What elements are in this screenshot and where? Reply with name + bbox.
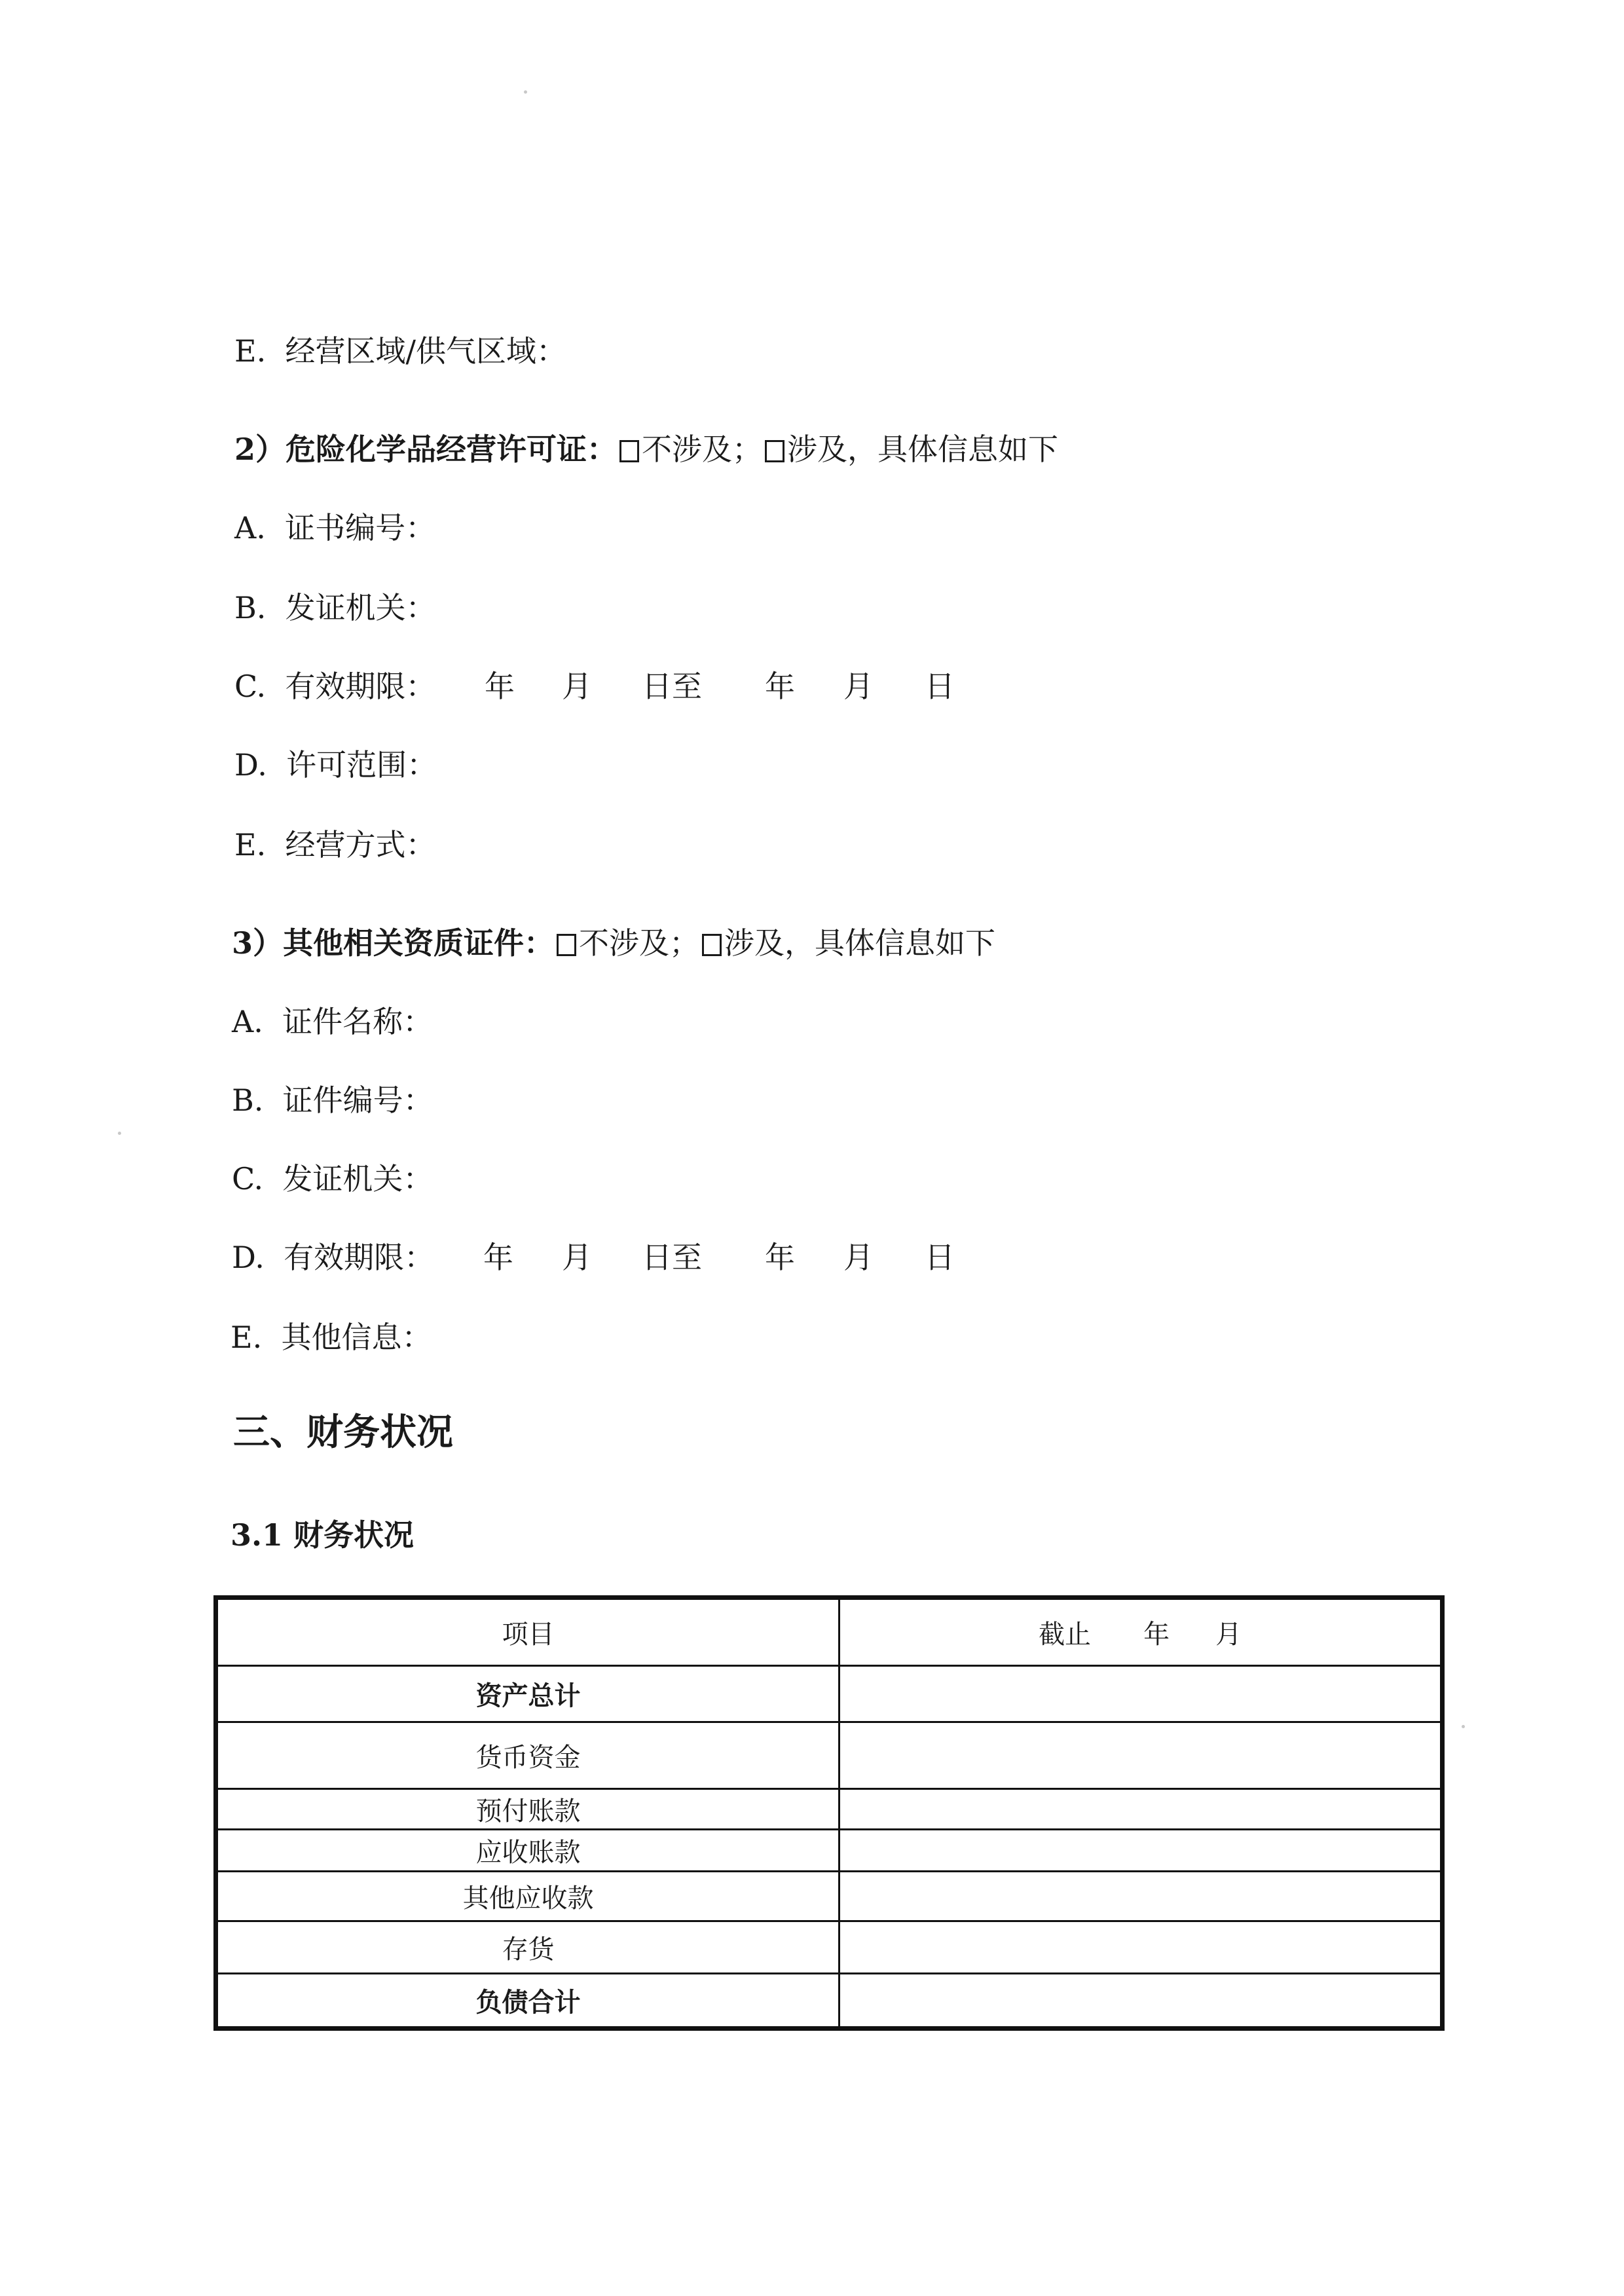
row-label: 预付账款 xyxy=(216,1789,840,1830)
date-year-end: 年 xyxy=(765,669,795,704)
other-date-day-to: 日至 xyxy=(642,1240,702,1275)
cert-name-label: A. 证件名称： xyxy=(232,1004,434,1039)
table-row xyxy=(216,1666,1443,1722)
value-cell[interactable] xyxy=(840,1722,1443,1789)
other-not-applicable-checkbox[interactable] xyxy=(557,934,576,956)
value-cell[interactable] xyxy=(840,1666,1443,1722)
table-row xyxy=(216,1921,1443,1974)
other-info-label: E. 其他信息： xyxy=(231,1320,432,1355)
other-date-month: 月 xyxy=(562,1240,592,1275)
other-date-year-end: 年 xyxy=(765,1240,795,1275)
scan-speck xyxy=(1462,1725,1465,1728)
other-date-month-end: 月 xyxy=(843,1240,874,1275)
section-title: 三、财务状况 xyxy=(233,1411,453,1454)
validity-period-row xyxy=(234,667,435,706)
validity-period-label: C. 有效期限： xyxy=(234,669,436,704)
row-label: 负债合计 xyxy=(216,1974,840,2029)
date-month-end: 月 xyxy=(843,669,874,704)
row-label: 存货 xyxy=(216,1921,840,1974)
header-cutoff-label: 截止 xyxy=(1039,1620,1092,1650)
date-day-end: 日 xyxy=(925,669,955,704)
value-cell[interactable] xyxy=(840,1974,1443,2029)
row-label: 应收账款 xyxy=(216,1830,840,1872)
other-issuing-authority-label: C. 发证机关： xyxy=(232,1161,434,1196)
business-mode-label: E. 经营方式： xyxy=(234,827,436,862)
certificate-number-label: A. 证书编号： xyxy=(234,510,436,546)
issuing-authority-label: B. 发证机关： xyxy=(234,590,436,625)
subsection-title: 3.1 财务状况 xyxy=(231,1517,415,1553)
other-applicable-label: 涉及，具体信息如下 xyxy=(724,925,996,961)
hazard-license-heading xyxy=(234,430,1058,469)
header-month: 月 xyxy=(1215,1620,1242,1650)
value-cell[interactable] xyxy=(840,1789,1443,1830)
license-scope-label: D. 许可范围： xyxy=(234,747,437,783)
other-cert-heading xyxy=(232,923,995,963)
header-item: 项目 xyxy=(216,1598,840,1666)
supply-area-label: E. 经营区域/供气区域： xyxy=(234,333,566,369)
row-label: 其他应收款 xyxy=(216,1872,840,1921)
table-row xyxy=(216,1722,1443,1789)
table-header-row xyxy=(216,1598,1443,1666)
header-cutoff xyxy=(840,1598,1443,1666)
row-label: 货币资金 xyxy=(216,1722,840,1789)
table-row xyxy=(216,1974,1443,2029)
date-day-to: 日至 xyxy=(642,669,702,704)
value-cell[interactable] xyxy=(840,1830,1443,1872)
scan-speck xyxy=(118,1132,121,1135)
applicable-label: 涉及，具体信息如下 xyxy=(787,432,1059,467)
date-month: 月 xyxy=(562,669,592,704)
financial-table xyxy=(213,1595,1445,2031)
table-row xyxy=(216,1872,1443,1921)
date-year: 年 xyxy=(485,669,515,704)
other-not-applicable-label: 不涉及； xyxy=(579,925,700,961)
applicable-checkbox[interactable] xyxy=(765,440,784,462)
other-date-day-end: 日 xyxy=(925,1240,955,1275)
other-heading-text: 3）其他相关资质证件： xyxy=(232,925,555,961)
cert-number-label: B. 证件编号： xyxy=(232,1083,434,1118)
table-row xyxy=(216,1789,1443,1830)
value-cell[interactable] xyxy=(840,1872,1443,1921)
other-applicable-checkbox[interactable] xyxy=(702,934,722,956)
not-applicable-checkbox[interactable] xyxy=(619,440,639,462)
header-year: 年 xyxy=(1143,1620,1170,1650)
other-date-year: 年 xyxy=(483,1240,513,1275)
table-row xyxy=(216,1830,1443,1872)
not-applicable-label: 不涉及； xyxy=(642,432,763,467)
row-label: 资产总计 xyxy=(216,1666,840,1722)
scan-speck xyxy=(524,90,527,94)
hazard-heading-text: 2）危险化学品经营许可证： xyxy=(234,432,618,467)
value-cell[interactable] xyxy=(840,1921,1443,1974)
other-validity-label: D. 有效期限： xyxy=(232,1240,435,1275)
